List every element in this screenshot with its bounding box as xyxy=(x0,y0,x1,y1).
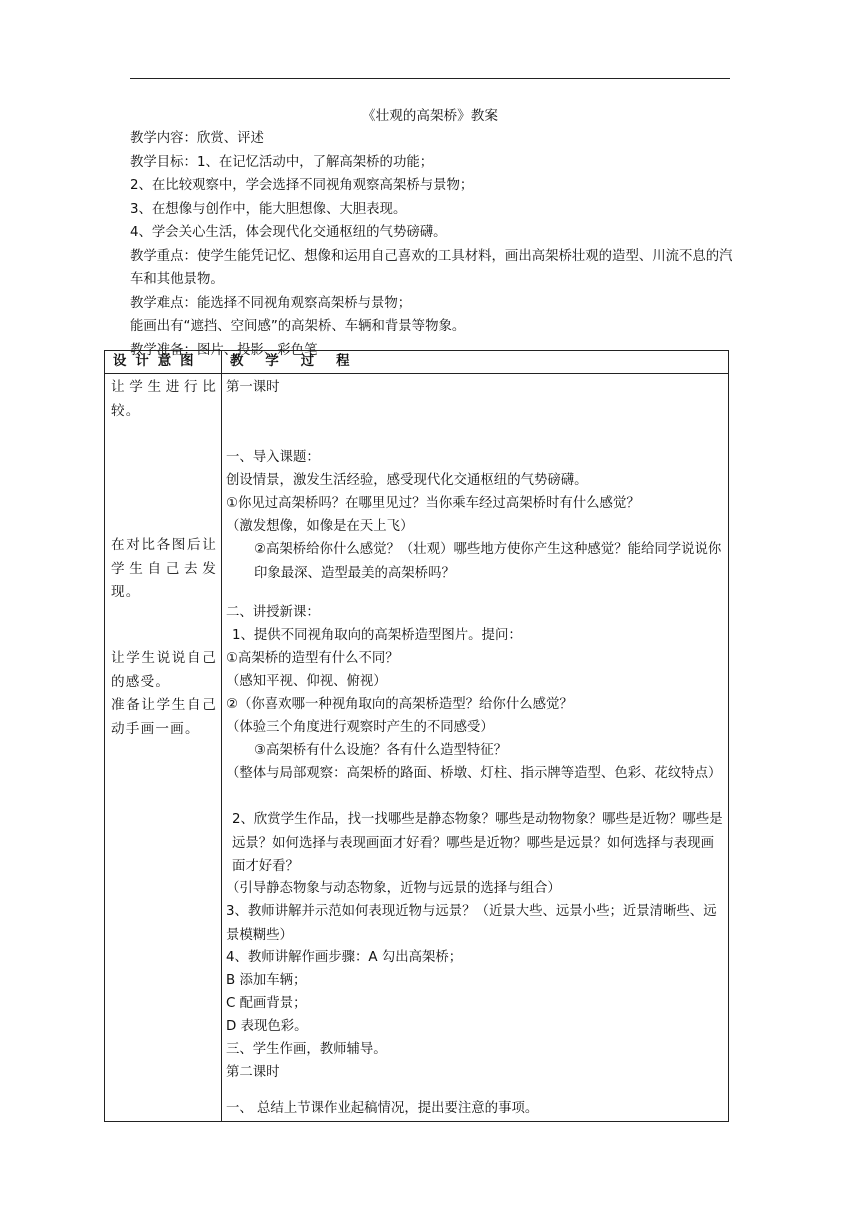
intro-goal-4: 4、学会关心生活，体会现代化交通枢纽的气势磅礴。 xyxy=(130,225,447,240)
intro-goal-1: 教学目标：1、在记忆活动中，了解高架桥的功能； xyxy=(130,154,434,170)
process-line: 4、教师讲解作画步骤：A 勾出高架桥； xyxy=(226,950,463,965)
design-intent-cell xyxy=(105,374,222,1122)
intro-goal-2: 2、在比较观察中，学会选择不同视角观察高架桥与景物； xyxy=(130,178,474,193)
intro-preparation: 教学准备：图片、投影、彩色笔 xyxy=(130,342,318,358)
process-line: 一、 总结上节课作业起稿情况，提出要注意的事项。 xyxy=(226,1101,539,1116)
process-line: D 表现色彩。 xyxy=(226,1019,308,1034)
process-line: ①你见过高架桥吗？在哪里见过？当你乘车经过高架桥时有什么感觉？ xyxy=(226,496,640,511)
process-line: ③高架桥有什么设施？各有什么造型特征？ xyxy=(254,743,508,758)
document-title: 《壮观的高架桥》教案 xyxy=(362,108,498,124)
process-line: （感知平视、仰视、俯视） xyxy=(226,674,387,689)
process-line: 2、欣赏学生作品，找一找哪些是静态物象？哪些是动物物象？哪些是近物？哪些是远景？如何选择与表现画面才好看？哪些是近物？哪些是远景？如何选择与表现画面才好看？ xyxy=(232,812,723,874)
process-line: 3、教师讲解并示范如何表现近物与远景？（近景大些、远景小些；近景清晰些、远景模糊些） xyxy=(226,904,717,943)
table-header-row xyxy=(105,351,729,374)
intent-note-feelings: 让学生说说自己的感受。 xyxy=(111,650,217,690)
intro-content: 教学内容：欣赏、评述 xyxy=(130,131,264,146)
intent-note-compare: 让学生进行比较。 xyxy=(111,379,217,419)
process-line: 二、讲授新课： xyxy=(226,605,320,620)
header-char: 教 xyxy=(230,354,244,369)
header-char: 程 xyxy=(336,354,350,369)
header-rule xyxy=(130,78,730,79)
intro-difficulty-2: 能画出有“遮挡、空间感”的高架桥、车辆和背景等物象。 xyxy=(130,319,466,334)
header-design-intent: 设计意图 xyxy=(105,351,222,374)
process-line: B 添加车辆； xyxy=(226,973,307,988)
process-line: 1、提供不同视角取向的高架桥造型图片。提问： xyxy=(232,628,522,643)
process-line: （体验三个角度进行观察时产生的不同感受） xyxy=(226,720,494,735)
process-line: ②（你喜欢哪一种视角取向的高架桥造型？给你什么感觉？ xyxy=(226,697,573,712)
header-teaching-process xyxy=(222,351,729,374)
intent-note-draw: 准备让学生自己动手画一画。 xyxy=(111,697,217,737)
lesson-table xyxy=(104,350,729,1122)
process-line: （激发想像，如像是在天上飞） xyxy=(226,519,414,534)
process-line: 一、导入课题： xyxy=(226,450,320,465)
process-line: 三、学生作画，教师辅导。 xyxy=(226,1042,387,1057)
intro-goal-3: 3、在想像与创作中，能大胆想像、大胆表现。 xyxy=(130,201,407,217)
intro-key-points: 教学重点：使学生能凭记忆、想像和运用自己喜欢的工具材料，画出高架桥壮观的造型、川流不息的汽车和其他景物。 xyxy=(130,248,733,287)
process-line: （整体与局部观察：高架桥的路面、桥墩、灯柱、指示牌等造型、色彩、花纹特点） xyxy=(226,766,722,781)
process-line: ②高架桥给你什么感觉？（壮观）哪些地方使你产生这种感觉？能给同学说说你印象最深、造型最美的高架桥吗？ xyxy=(254,542,722,581)
process-line: C 配画背景； xyxy=(226,996,307,1011)
intro-difficulty: 教学难点：能选择不同视角观察高架桥与景物； xyxy=(130,295,412,311)
teaching-process-cell xyxy=(222,374,729,1122)
header-char: 过 xyxy=(300,354,315,369)
process-line: （引导静态物象与动态物象，近物与远景的选择与组合） xyxy=(226,881,561,896)
process-line: ①高架桥的造型有什么不同？ xyxy=(226,651,399,666)
process-line: 第二课时 xyxy=(226,1065,280,1080)
process-line: 创设情景，激发生活经验，感受现代化交通枢纽的气势磅礴。 xyxy=(226,473,588,488)
intent-note-discover: 在对比各图后让学生自己去发现。 xyxy=(111,537,217,600)
process-line: 第一课时 xyxy=(226,380,280,395)
intro-section xyxy=(130,127,734,362)
header-char: 学 xyxy=(265,354,279,369)
table-body-row xyxy=(105,374,729,1122)
